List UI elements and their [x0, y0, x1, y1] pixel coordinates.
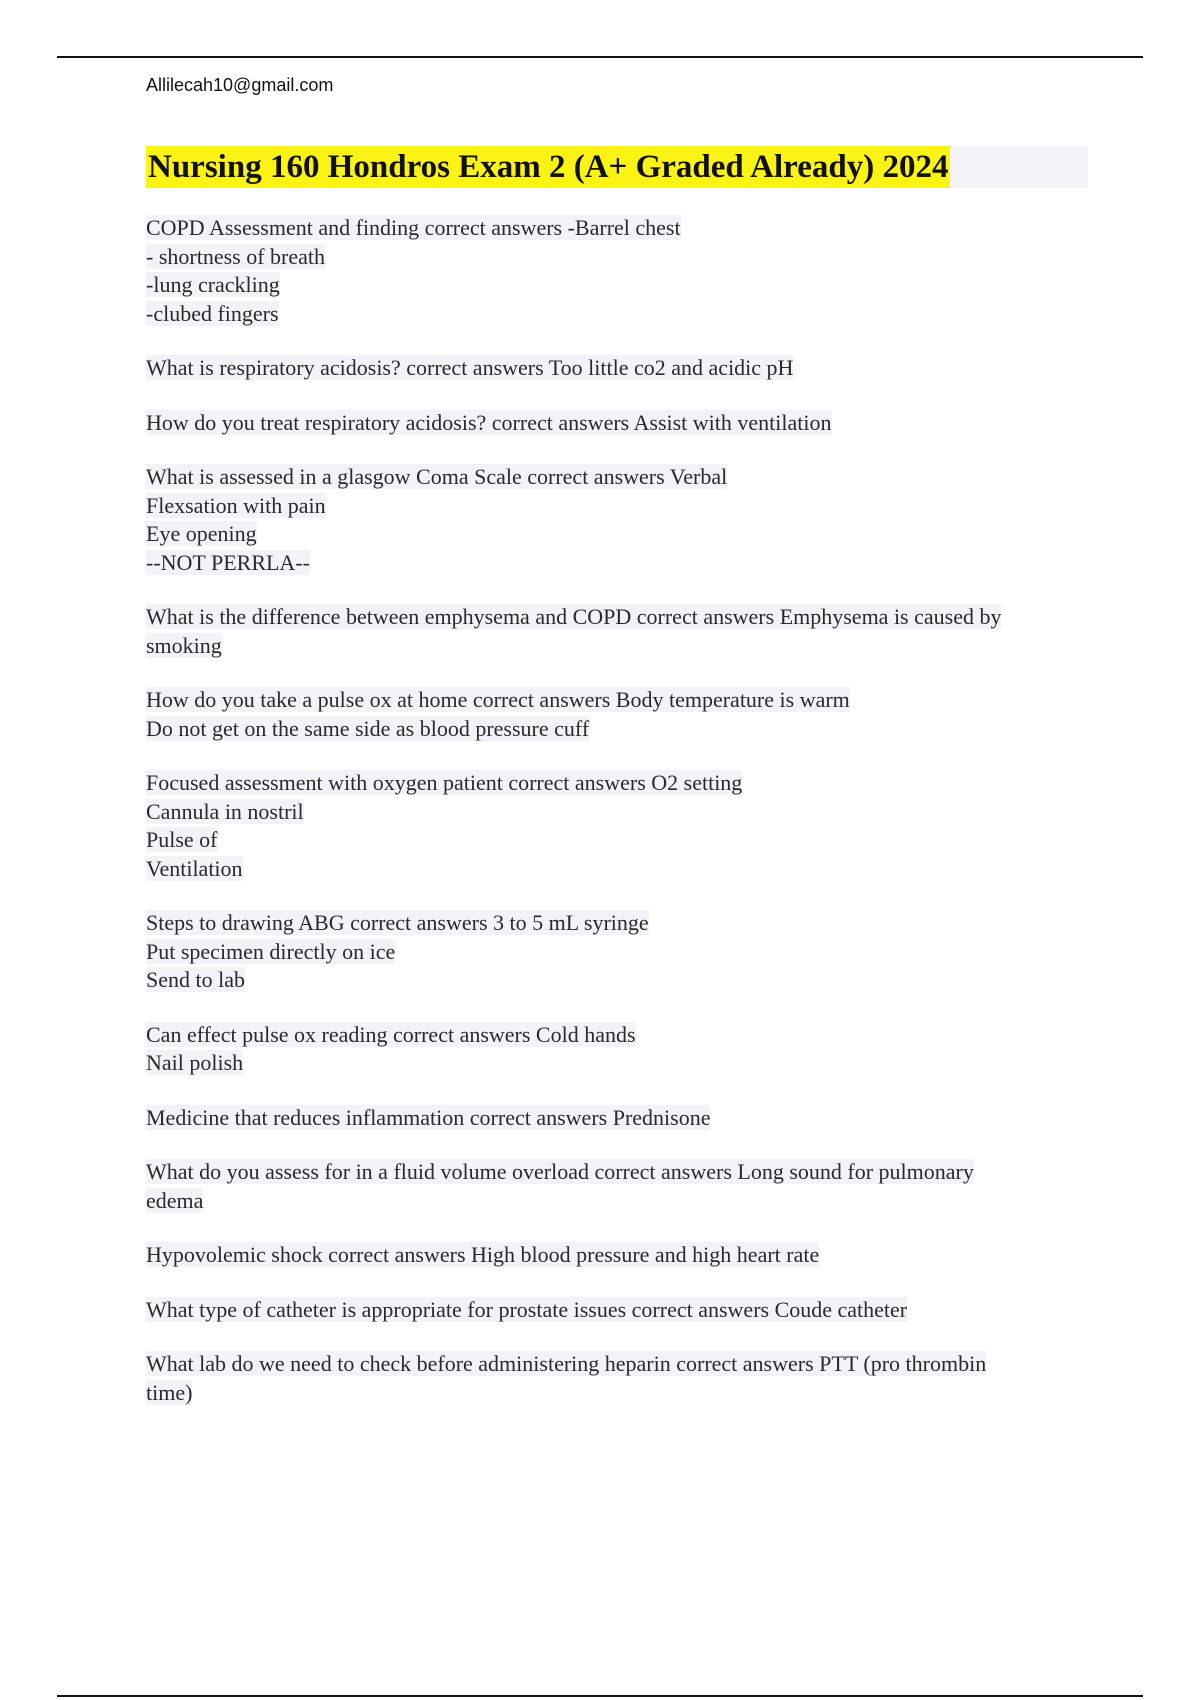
- qa-line: Put specimen directly on ice: [146, 938, 396, 964]
- qa-line: -clubed fingers: [146, 300, 279, 326]
- qa-line: Focused assessment with oxygen patient correct answers O2 setting: [146, 770, 743, 795]
- header-email: Allilecah10@gmail.com: [146, 75, 334, 95]
- qa-item: [146, 214, 1096, 328]
- qa-line: Pulse of: [146, 827, 218, 852]
- qa-line: --NOT PERRLA--: [146, 549, 310, 575]
- qa-line: Cannula in nostril: [146, 798, 304, 824]
- qa-line: What is respiratory acidosis? correct answers Too little co2 and acidic pH: [146, 355, 794, 380]
- qa-line: time): [146, 1379, 193, 1405]
- qa-item: [146, 1296, 1096, 1325]
- qa-line: smoking: [146, 632, 222, 658]
- qa-line: Flexsation with pain: [146, 492, 326, 518]
- qa-item: [146, 409, 1096, 438]
- qa-item: [146, 909, 1096, 995]
- bottom-rule: [57, 1695, 1143, 1697]
- qa-line: Steps to drawing ABG correct answers 3 to 5 mL syringe: [146, 910, 649, 935]
- qa-line: Medicine that reduces inflammation correct answers Prednisone: [146, 1104, 711, 1130]
- qa-item: [146, 1104, 1096, 1133]
- qa-item: [146, 1241, 1096, 1270]
- qa-list: [146, 214, 1096, 1433]
- qa-item: [146, 463, 1096, 577]
- qa-item: [146, 1021, 1096, 1078]
- qa-line: What do you assess for in a fluid volume overload correct answers Long sound for pulmonary: [146, 1159, 974, 1184]
- qa-line: - shortness of breath: [146, 243, 326, 269]
- top-rule: [57, 56, 1143, 58]
- qa-line: edema: [146, 1187, 204, 1213]
- qa-line: Can effect pulse ox reading correct answers Cold hands: [146, 1021, 636, 1047]
- document-title: Nursing 160 Hondros Exam 2 (A+ Graded Already) 2024: [146, 146, 950, 188]
- qa-item: [146, 354, 1096, 383]
- qa-item: [146, 1350, 1096, 1407]
- qa-item: [146, 769, 1096, 883]
- qa-item: [146, 686, 1096, 743]
- qa-line: What is the difference between emphysema and COPD correct answers Emphysema is caused by: [146, 604, 1002, 629]
- qa-line: -lung crackling: [146, 272, 280, 297]
- qa-line: What lab do we need to check before administering heparin correct answers PTT (pro thrombin: [146, 1351, 987, 1376]
- qa-line: Eye opening: [146, 521, 257, 546]
- qa-item: [146, 603, 1096, 660]
- qa-line: Nail polish: [146, 1050, 244, 1075]
- qa-item: [146, 1158, 1096, 1215]
- qa-line: Do not get on the same side as blood pressure cuff: [146, 715, 590, 741]
- qa-line: How do you take a pulse ox at home correct answers Body temperature is warm: [146, 687, 850, 712]
- qa-line: Ventilation: [146, 855, 243, 881]
- qa-line: What is assessed in a glasgow Coma Scale correct answers Verbal: [146, 464, 728, 489]
- qa-line: COPD Assessment and finding correct answers -Barrel chest: [146, 215, 681, 240]
- qa-line: How do you treat respiratory acidosis? correct answers Assist with ventilation: [146, 409, 832, 435]
- qa-line: Send to lab: [146, 967, 245, 992]
- qa-line: Hypovolemic shock correct answers High blood pressure and high heart rate: [146, 1242, 820, 1267]
- qa-line: What type of catheter is appropriate for prostate issues correct answers Coude catheter: [146, 1296, 908, 1322]
